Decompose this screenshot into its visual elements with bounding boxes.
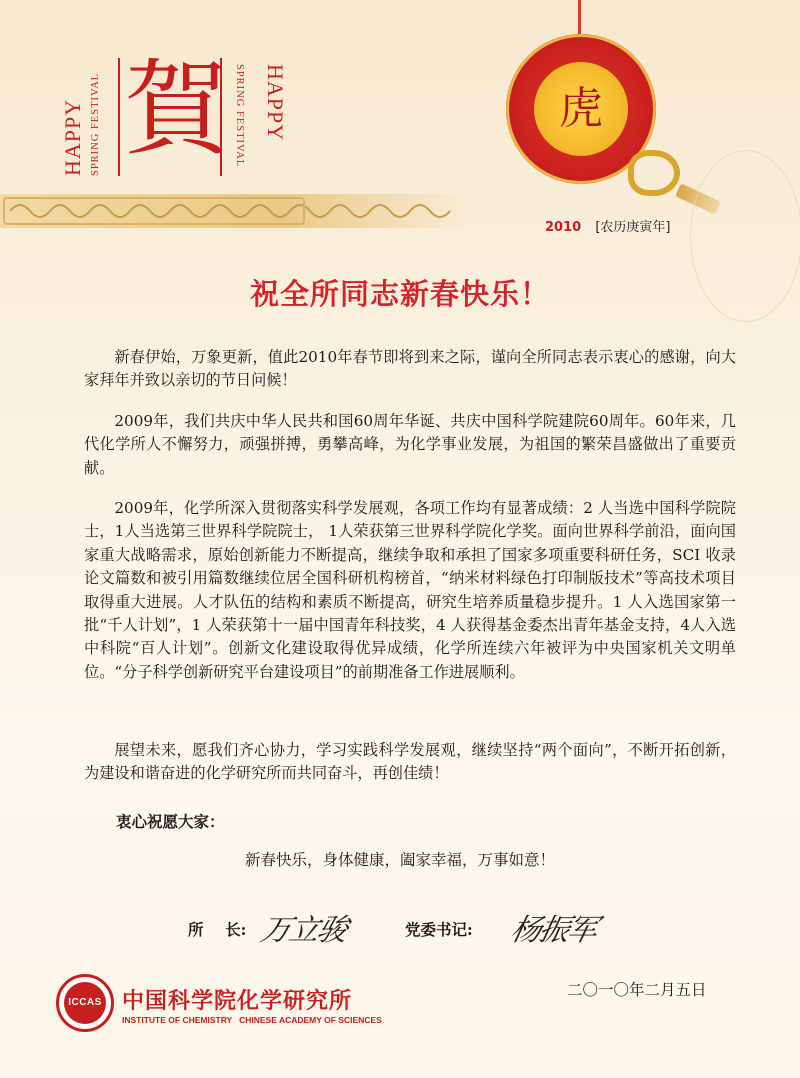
- he-character: 賀: [124, 48, 229, 170]
- year-tag: [545, 216, 670, 235]
- happy-text-left: HAPPY: [60, 98, 85, 176]
- director-signature: 万立骏: [257, 913, 349, 948]
- decorative-pattern-band: [0, 194, 470, 228]
- lunar-year-label: [农历庚寅年]: [595, 220, 671, 235]
- wish-line: 新春快乐，身体健康，阖家幸福，万事如意！: [244, 851, 555, 869]
- institute-name-cn: 中国科学院化学研究所: [122, 989, 353, 1014]
- iccas-logo-text: ICCAS: [64, 982, 106, 1024]
- year-numeral: 2010: [545, 220, 582, 235]
- happy-text-right: HAPPY: [263, 64, 288, 142]
- paragraph-opening: 新春伊始，万象更新，值此2010年春节即将到来之际，谨向全所同志表示衷心的感谢，向大家拜年并致以亲切的节日问候！: [84, 348, 736, 390]
- paragraph-anniversary: 2009年，我们共庆中华人民共和国60周年华诞、共庆中国科学院建院60周年。60年来，几代化学所人不懈努力，顽强拼搏，勇攀高峰，为化学事业发展，为祖国的繁荣昌盛做出了重要贡献。: [84, 412, 736, 477]
- wish-label: 衷心祝愿大家：: [116, 813, 225, 831]
- pattern-swirls: [0, 194, 470, 228]
- secretary-label: 党委书记:: [405, 920, 473, 939]
- greeting-title: 祝全所同志新春快乐！: [249, 277, 550, 311]
- director-label: 所 长:: [188, 920, 247, 939]
- header: [0, 0, 800, 250]
- spring-festival-text-right: SPRING FESTIVAL: [234, 64, 245, 168]
- institute-name-en: INSTITUTE OF CHEMISTRY CHINESE ACADEMY OF SCIENCES: [122, 1015, 382, 1025]
- tassel-knot: [628, 150, 680, 196]
- paragraph-outlook: 展望未来，愿我们齐心协力，学习实践科学发展观，继续坚持“两个面向”，不断开拓创新，为建设和谐奋进的化学研究所而共同奋斗，再创佳绩！: [84, 741, 736, 783]
- tiger-icon: 虎: [534, 62, 628, 156]
- spring-festival-text-left: SPRING FESTIVAL: [90, 72, 101, 176]
- paragraph-achievements: 2009年，化学所深入贯彻落实科学发展观，各项工作均有显著成绩：2 人当选中国科学院院士，1人当选第三世界科学院院士， 1人荣获第三世界科学院化学奖。面向世界科学前沿，面向国家重大战略需求，原始创新能力不断提高，继续争取和承担了国家多项重要科研任务，SCI 收录论文篇数和被引用篇数继续位居全国科研机构榜首，“纳米材料绿色打印制版技术”等高技术项目取得重大进展。人才队伍的结构和素质不断提高，研究生培养质量稳步提升。1 人入选国家第一批“千人计划”，1 人荣获第十一届中国青年科技奖，4 人获得基金委杰出青年基金支持，4人入选中科院“百人计划”。创新文化建设取得优异成绩，化学所连续六年被评为中央国家机关文明单位。“分子科学创新研究平台建设项目”的前期准备工作进展顺利。: [84, 499, 736, 681]
- secretary-signature: 杨振军: [507, 913, 599, 948]
- letter-date: 二〇一〇年二月五日: [567, 981, 707, 999]
